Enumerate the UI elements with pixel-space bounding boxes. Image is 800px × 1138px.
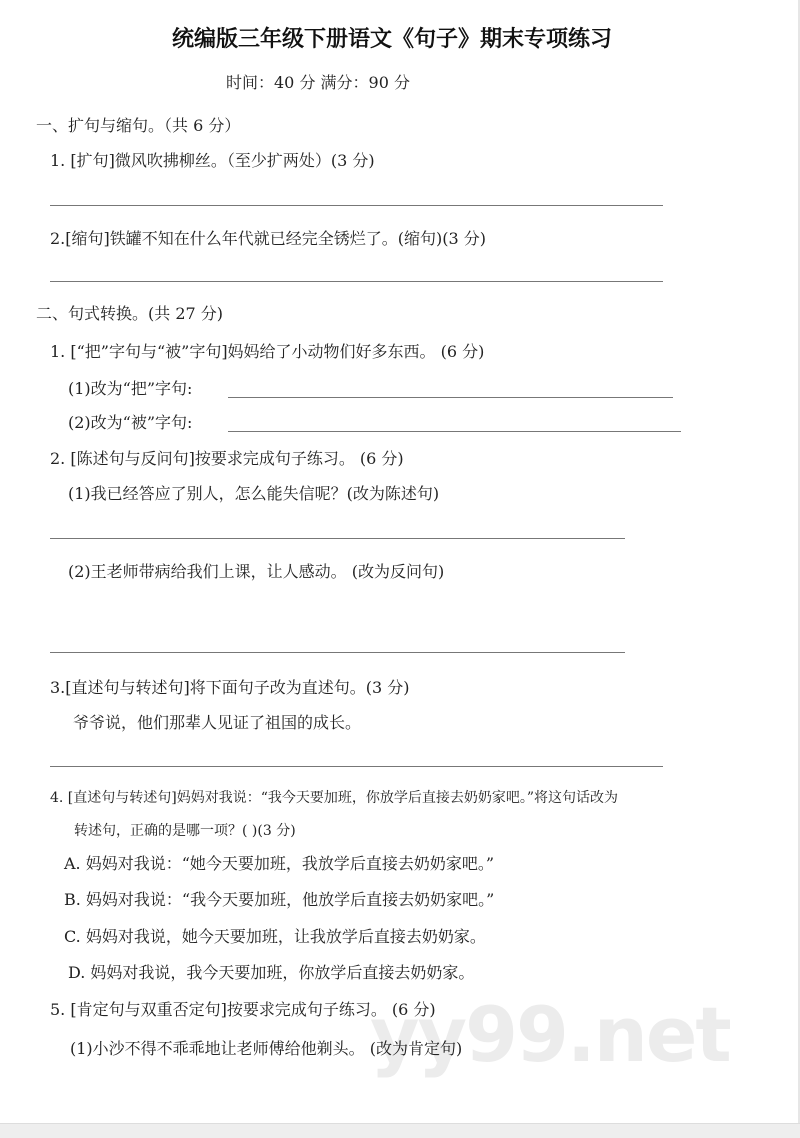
question-2-1: 1. [“把”字句与“被”字句]妈妈给了小动物们好多东西。 (6 分) [50,342,485,361]
answer-line[interactable] [50,281,663,282]
watermark: yy99.net [370,990,730,1079]
question-2-5a: (1)小沙不得不乖乖地让老师傅给他剃头。 (改为肯定句) [70,1039,463,1058]
question-2-3: 3.[直述句与转述句]将下面句子改为直述句。(3 分) [50,678,410,697]
question-2-2b: (2)王老师带病给我们上课，让人感动。 (改为反问句) [68,562,445,581]
question-2-3a: 爷爷说，他们那辈人见证了祖国的成长。 [73,713,362,732]
question-1-2: 2.[缩句]铁罐不知在什么年代就已经完全锈烂了。(缩句)(3 分) [50,229,486,248]
exam-meta: 时间：40 分 满分：90 分 [226,73,410,92]
question-2-2a: (1)我已经答应了别人，怎么能失信呢？(改为陈述句) [68,484,440,503]
page-title: 统编版三年级下册语文《句子》期末专项练习 [172,27,613,52]
answer-line[interactable] [228,431,681,432]
answer-line[interactable] [50,205,663,206]
section-2-heading: 二、句式转换。(共 27 分) [36,304,224,323]
question-2-5: 5. [肯定句与双重否定句]按要求完成句子练习。 (6 分) [50,1000,436,1019]
answer-line[interactable] [50,652,625,653]
option-b: B. 妈妈对我说：“我今天要加班，他放学后直接去奶奶家吧。” [64,890,495,909]
option-a: A. 妈妈对我说：“她今天要加班，我放学后直接去奶奶家吧。” [64,854,495,873]
question-2-4: 4. [直述句与转述句]妈妈对我说：“我今天要加班，你放学后直接去奶奶家吧。”将这句话改为 [50,790,619,806]
answer-line[interactable] [228,397,673,398]
option-c: C. 妈妈对我说，她今天要加班，让我放学后直接去奶奶家。 [64,927,486,946]
question-1-1: 1. [扩句]微风吹拂柳丝。（至少扩两处）(3 分) [50,151,375,170]
answer-line[interactable] [50,766,663,767]
question-2-1a: (1)改为“把”字句: [68,379,193,398]
section-1-heading: 一、扩句与缩句。（共 6 分） [36,116,241,135]
option-d: D. 妈妈对我说，我今天要加班，你放学后直接去奶奶家。 [68,963,475,982]
page-bottom-bar [0,1123,800,1138]
question-2-4-cont: 转述句，正确的是哪一项？( )(3 分) [74,823,296,839]
question-2-2: 2. [陈述句与反问句]按要求完成句子练习。 (6 分) [50,449,404,468]
question-2-1b: (2)改为“被”字句: [68,413,193,432]
answer-line[interactable] [50,538,625,539]
